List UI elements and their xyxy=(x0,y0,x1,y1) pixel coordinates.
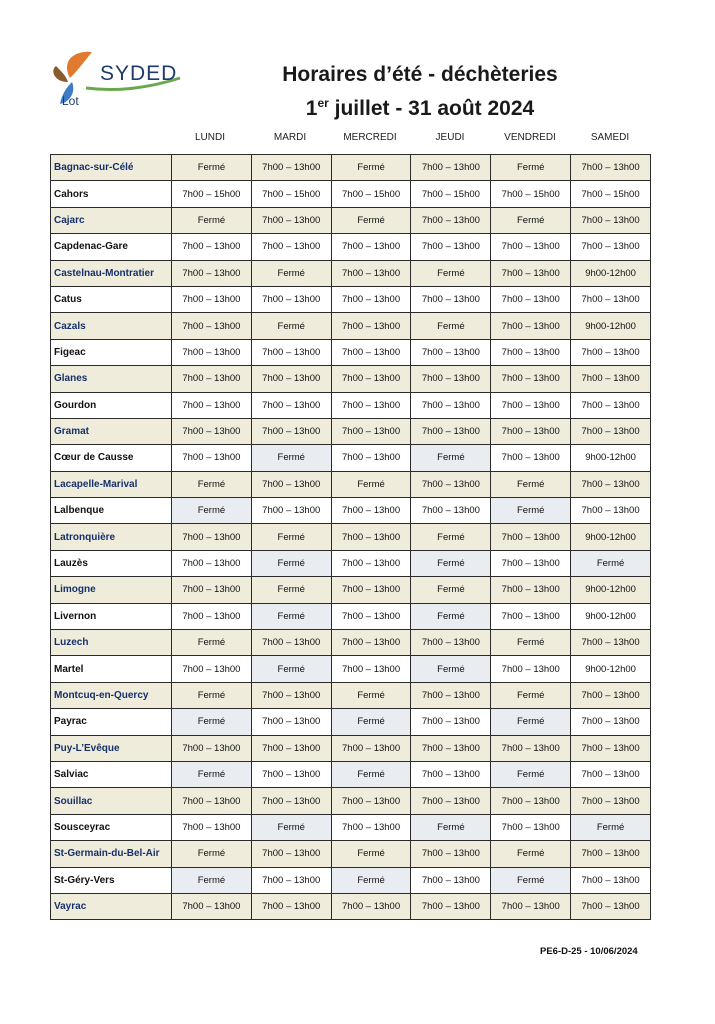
table-row xyxy=(51,841,651,867)
site-name: Cœur de Causse xyxy=(51,445,172,471)
hours-cell: 7h00 – 13h00 xyxy=(331,418,411,444)
hours-cell: 7h00 – 13h00 xyxy=(491,339,571,365)
table-row xyxy=(51,656,651,682)
hours-cell: 7h00 – 13h00 xyxy=(411,893,491,919)
hours-cell: 7h00 – 13h00 xyxy=(331,630,411,656)
table-row xyxy=(51,682,651,708)
table-row xyxy=(51,445,651,471)
site-name: Salviac xyxy=(51,761,172,787)
hours-cell: Fermé xyxy=(172,761,252,787)
day-header: MARDI xyxy=(273,132,307,143)
table-row xyxy=(51,313,651,339)
table-row xyxy=(51,155,651,181)
hours-cell: 7h00 – 13h00 xyxy=(251,788,331,814)
hours-cell: 7h00 – 13h00 xyxy=(331,788,411,814)
hours-cell: Fermé xyxy=(172,207,252,233)
hours-cell: Fermé xyxy=(331,841,411,867)
hours-cell: 7h00 – 13h00 xyxy=(491,603,571,629)
hours-cell: Fermé xyxy=(251,814,331,840)
table-row xyxy=(51,366,651,392)
hours-cell: 7h00 – 13h00 xyxy=(251,286,331,312)
site-name: Latronquière xyxy=(51,524,172,550)
hours-cell: 7h00 – 13h00 xyxy=(411,471,491,497)
site-name: St-Germain-du-Bel-Air xyxy=(51,841,172,867)
hours-cell: 7h00 – 13h00 xyxy=(491,788,571,814)
hours-cell: 7h00 – 13h00 xyxy=(251,155,331,181)
hours-cell: 7h00 – 13h00 xyxy=(491,392,571,418)
hours-cell: 7h00 – 13h00 xyxy=(411,630,491,656)
hours-cell: 7h00 – 13h00 xyxy=(331,603,411,629)
hours-cell: 7h00 – 13h00 xyxy=(571,630,651,656)
hours-cell: 7h00 – 13h00 xyxy=(172,788,252,814)
hours-cell: 7h00 – 13h00 xyxy=(571,286,651,312)
hours-cell: 7h00 – 13h00 xyxy=(251,709,331,735)
site-name: Cahors xyxy=(51,181,172,207)
site-name: Luzech xyxy=(51,630,172,656)
hours-cell: 7h00 – 13h00 xyxy=(172,656,252,682)
hours-cell: 9h00-12h00 xyxy=(571,313,651,339)
table-row xyxy=(51,392,651,418)
hours-cell: 7h00 – 13h00 xyxy=(251,392,331,418)
logo-brand: SYDED xyxy=(100,62,178,85)
hours-cell: 7h00 – 13h00 xyxy=(172,339,252,365)
site-name: Sousceyrac xyxy=(51,814,172,840)
hours-cell: 7h00 – 13h00 xyxy=(491,735,571,761)
table-row xyxy=(51,867,651,893)
site-name: Figeac xyxy=(51,339,172,365)
day-header: JEUDI xyxy=(435,132,465,143)
hours-cell: 7h00 – 13h00 xyxy=(251,682,331,708)
hours-cell: 7h00 – 15h00 xyxy=(172,181,252,207)
hours-cell: Fermé xyxy=(172,867,252,893)
table-row xyxy=(51,339,651,365)
table-row xyxy=(51,761,651,787)
table-row xyxy=(51,524,651,550)
title-line: Horaires d’été - déchèteries xyxy=(282,63,558,86)
table-row xyxy=(51,735,651,761)
hours-cell: 7h00 – 13h00 xyxy=(172,577,252,603)
hours-cell: Fermé xyxy=(411,524,491,550)
hours-cell: 7h00 – 13h00 xyxy=(331,656,411,682)
hours-cell: 7h00 – 13h00 xyxy=(571,709,651,735)
hours-cell: Fermé xyxy=(571,550,651,576)
hours-cell: Fermé xyxy=(411,260,491,286)
hours-cell: 7h00 – 13h00 xyxy=(331,524,411,550)
hours-cell: 7h00 – 13h00 xyxy=(331,366,411,392)
day-header: SAMEDI xyxy=(590,132,630,143)
hours-cell: 7h00 – 13h00 xyxy=(172,603,252,629)
table-row xyxy=(51,814,651,840)
hours-cell: 9h00-12h00 xyxy=(571,445,651,471)
site-name: Martel xyxy=(51,656,172,682)
table-row xyxy=(51,709,651,735)
hours-cell: 7h00 – 13h00 xyxy=(491,418,571,444)
date-start-suffix: er xyxy=(317,96,329,110)
hours-cell: Fermé xyxy=(491,682,571,708)
hours-cell: Fermé xyxy=(491,471,571,497)
hours-cell: Fermé xyxy=(251,550,331,576)
hours-cell: Fermé xyxy=(411,313,491,339)
hours-cell: 9h00-12h00 xyxy=(571,260,651,286)
table-row xyxy=(51,603,651,629)
hours-cell: 9h00-12h00 xyxy=(571,524,651,550)
hours-cell: 7h00 – 13h00 xyxy=(491,893,571,919)
site-name: Catus xyxy=(51,286,172,312)
hours-cell: 7h00 – 13h00 xyxy=(331,260,411,286)
day-headers xyxy=(170,132,650,152)
hours-cell: 7h00 – 13h00 xyxy=(411,841,491,867)
table-row xyxy=(51,286,651,312)
hours-cell: 7h00 – 13h00 xyxy=(251,366,331,392)
hours-cell: 9h00-12h00 xyxy=(571,656,651,682)
hours-cell: 7h00 – 13h00 xyxy=(331,392,411,418)
hours-cell: Fermé xyxy=(172,709,252,735)
table-row xyxy=(51,893,651,919)
site-name: Vayrac xyxy=(51,893,172,919)
hours-cell: 7h00 – 13h00 xyxy=(331,550,411,576)
hours-cell: Fermé xyxy=(491,867,571,893)
hours-cell: 7h00 – 13h00 xyxy=(491,656,571,682)
hours-cell: 7h00 – 13h00 xyxy=(571,788,651,814)
hours-cell: 7h00 – 13h00 xyxy=(331,735,411,761)
schedule-table xyxy=(50,154,651,920)
hours-cell: 7h00 – 13h00 xyxy=(491,313,571,339)
hours-cell: 7h00 – 15h00 xyxy=(491,181,571,207)
hours-cell: 7h00 – 13h00 xyxy=(491,445,571,471)
table-row xyxy=(51,418,651,444)
site-name: Cazals xyxy=(51,313,172,339)
hours-cell: 7h00 – 15h00 xyxy=(411,181,491,207)
hours-cell: 7h00 – 13h00 xyxy=(251,867,331,893)
hours-cell: 7h00 – 13h00 xyxy=(571,155,651,181)
hours-cell: 7h00 – 13h00 xyxy=(251,893,331,919)
site-name: Souillac xyxy=(51,788,172,814)
hours-cell: 7h00 – 13h00 xyxy=(251,498,331,524)
site-name: Lalbenque xyxy=(51,498,172,524)
hours-cell: 7h00 – 13h00 xyxy=(571,735,651,761)
day-header: MERCREDI xyxy=(343,132,397,143)
hours-cell: Fermé xyxy=(411,577,491,603)
date-range xyxy=(250,88,590,124)
hours-cell: Fermé xyxy=(491,841,571,867)
hours-cell: 7h00 – 13h00 xyxy=(331,234,411,260)
hours-cell: Fermé xyxy=(491,207,571,233)
hours-cell: 7h00 – 13h00 xyxy=(571,841,651,867)
hours-cell: 7h00 – 13h00 xyxy=(411,392,491,418)
site-name: Lacapelle-Marival xyxy=(51,471,172,497)
hours-cell: Fermé xyxy=(491,498,571,524)
hours-cell: Fermé xyxy=(172,682,252,708)
hours-cell: 7h00 – 13h00 xyxy=(172,260,252,286)
hours-cell: 7h00 – 13h00 xyxy=(331,339,411,365)
site-name: Gramat xyxy=(51,418,172,444)
table-row xyxy=(51,260,651,286)
hours-cell: Fermé xyxy=(172,471,252,497)
hours-cell: 7h00 – 13h00 xyxy=(172,893,252,919)
hours-cell: Fermé xyxy=(331,155,411,181)
hours-cell: 7h00 – 13h00 xyxy=(571,366,651,392)
hours-cell: Fermé xyxy=(411,656,491,682)
hours-cell: Fermé xyxy=(251,524,331,550)
hours-cell: 7h00 – 13h00 xyxy=(172,286,252,312)
hours-cell: 7h00 – 13h00 xyxy=(172,524,252,550)
site-name: Livernon xyxy=(51,603,172,629)
hours-cell: 7h00 – 15h00 xyxy=(251,181,331,207)
document-reference: PE6-D-25 - 10/06/2024 xyxy=(540,946,638,957)
hours-cell: 7h00 – 13h00 xyxy=(571,682,651,708)
table-row xyxy=(51,630,651,656)
hours-cell: 7h00 – 13h00 xyxy=(251,630,331,656)
hours-cell: 7h00 – 13h00 xyxy=(172,234,252,260)
hours-cell: Fermé xyxy=(251,603,331,629)
table-row xyxy=(51,550,651,576)
site-name: Gourdon xyxy=(51,392,172,418)
site-name: Limogne xyxy=(51,577,172,603)
hours-cell: 7h00 – 13h00 xyxy=(251,207,331,233)
site-name: Lauzès xyxy=(51,550,172,576)
hours-cell: 7h00 – 13h00 xyxy=(331,577,411,603)
hours-cell: 7h00 – 13h00 xyxy=(411,339,491,365)
hours-cell: Fermé xyxy=(411,603,491,629)
hours-cell: Fermé xyxy=(331,709,411,735)
hours-cell: Fermé xyxy=(411,445,491,471)
hours-cell: 7h00 – 13h00 xyxy=(411,788,491,814)
hours-cell: Fermé xyxy=(331,682,411,708)
day-header: VENDREDI xyxy=(504,132,556,143)
site-name: Capdenac-Gare xyxy=(51,234,172,260)
hours-cell: Fermé xyxy=(251,577,331,603)
hours-cell: Fermé xyxy=(331,761,411,787)
hours-cell: 7h00 – 13h00 xyxy=(411,155,491,181)
hours-cell: 7h00 – 13h00 xyxy=(491,814,571,840)
hours-cell: 7h00 – 13h00 xyxy=(411,498,491,524)
hours-cell: Fermé xyxy=(491,155,571,181)
hours-cell: 7h00 – 15h00 xyxy=(331,181,411,207)
hours-cell: 7h00 – 13h00 xyxy=(172,313,252,339)
hours-cell: 7h00 – 13h00 xyxy=(172,550,252,576)
hours-cell: 7h00 – 13h00 xyxy=(251,761,331,787)
hours-cell: 7h00 – 13h00 xyxy=(331,313,411,339)
hours-cell: 7h00 – 13h00 xyxy=(172,814,252,840)
site-name: Puy-L’Evêque xyxy=(51,735,172,761)
hours-cell: Fermé xyxy=(491,709,571,735)
date-start: 1 xyxy=(305,97,318,120)
table-row xyxy=(51,577,651,603)
hours-cell: Fermé xyxy=(411,814,491,840)
hours-cell: 7h00 – 13h00 xyxy=(571,893,651,919)
table-row xyxy=(51,181,651,207)
hours-cell: 7h00 – 13h00 xyxy=(251,841,331,867)
hours-cell: 7h00 – 13h00 xyxy=(172,418,252,444)
table-row xyxy=(51,234,651,260)
hours-cell: Fermé xyxy=(251,260,331,286)
hours-cell: 7h00 – 13h00 xyxy=(331,286,411,312)
hours-cell: 7h00 – 13h00 xyxy=(411,366,491,392)
hours-cell: 7h00 – 13h00 xyxy=(411,682,491,708)
hours-cell: Fermé xyxy=(491,630,571,656)
hours-cell: 7h00 – 13h00 xyxy=(491,577,571,603)
hours-cell: 7h00 – 13h00 xyxy=(571,392,651,418)
logo-region: Lot xyxy=(62,94,79,108)
table-row xyxy=(51,498,651,524)
site-name: Cajarc xyxy=(51,207,172,233)
hours-cell: 7h00 – 13h00 xyxy=(571,339,651,365)
hours-cell: 7h00 – 13h00 xyxy=(251,735,331,761)
hours-cell: 7h00 – 13h00 xyxy=(331,498,411,524)
hours-cell: 7h00 – 13h00 xyxy=(251,339,331,365)
hours-cell: 7h00 – 13h00 xyxy=(331,445,411,471)
hours-cell: Fermé xyxy=(172,155,252,181)
hours-cell: 9h00-12h00 xyxy=(571,603,651,629)
hours-cell: 7h00 – 13h00 xyxy=(491,234,571,260)
hours-cell: Fermé xyxy=(172,841,252,867)
hours-cell: Fermé xyxy=(331,207,411,233)
hours-cell: 7h00 – 13h00 xyxy=(571,234,651,260)
hours-cell: Fermé xyxy=(251,445,331,471)
hours-cell: 7h00 – 13h00 xyxy=(491,260,571,286)
table-row xyxy=(51,207,651,233)
hours-cell: 7h00 – 13h00 xyxy=(172,366,252,392)
hours-cell: 7h00 – 13h00 xyxy=(571,207,651,233)
hours-cell: 7h00 – 13h00 xyxy=(491,366,571,392)
hours-cell: 7h00 – 13h00 xyxy=(411,207,491,233)
hours-cell: 7h00 – 13h00 xyxy=(331,814,411,840)
hours-cell: Fermé xyxy=(411,550,491,576)
date-rest: juillet - 31 août 2024 xyxy=(328,97,535,120)
table-row xyxy=(51,788,651,814)
hours-cell: 7h00 – 13h00 xyxy=(411,234,491,260)
hours-cell: Fermé xyxy=(251,313,331,339)
hours-cell: 7h00 – 13h00 xyxy=(571,761,651,787)
hours-cell: Fermé xyxy=(331,471,411,497)
hours-cell: 7h00 – 13h00 xyxy=(411,735,491,761)
hours-cell: 7h00 – 13h00 xyxy=(251,418,331,444)
hours-cell: 7h00 – 13h00 xyxy=(411,286,491,312)
hours-cell: 7h00 – 13h00 xyxy=(331,893,411,919)
site-name: Payrac xyxy=(51,709,172,735)
hours-cell: 7h00 – 13h00 xyxy=(172,735,252,761)
site-name: Castelnau-Montratier xyxy=(51,260,172,286)
hours-cell: 7h00 – 13h00 xyxy=(411,418,491,444)
hours-cell: 7h00 – 13h00 xyxy=(411,867,491,893)
site-name: Glanes xyxy=(51,366,172,392)
table-row xyxy=(51,471,651,497)
site-name: Montcuq-en-Quercy xyxy=(51,682,172,708)
hours-cell: Fermé xyxy=(491,761,571,787)
hours-cell: 7h00 – 13h00 xyxy=(491,524,571,550)
hours-cell: 7h00 – 13h00 xyxy=(571,418,651,444)
hours-cell: 7h00 – 13h00 xyxy=(491,286,571,312)
page-title xyxy=(250,62,590,124)
hours-cell: 7h00 – 13h00 xyxy=(411,709,491,735)
hours-cell: Fermé xyxy=(251,656,331,682)
hours-cell: 7h00 – 13h00 xyxy=(411,761,491,787)
site-name: St-Géry-Vers xyxy=(51,867,172,893)
hours-cell: 7h00 – 13h00 xyxy=(491,550,571,576)
hours-cell: 7h00 – 13h00 xyxy=(571,867,651,893)
day-header: LUNDI xyxy=(194,132,225,143)
hours-cell: Fermé xyxy=(331,867,411,893)
site-name: Bagnac-sur-Célé xyxy=(51,155,172,181)
hours-cell: 7h00 – 15h00 xyxy=(571,181,651,207)
hours-cell: Fermé xyxy=(172,498,252,524)
hours-cell: 7h00 – 13h00 xyxy=(172,392,252,418)
hours-cell: 7h00 – 13h00 xyxy=(251,471,331,497)
syded-logo xyxy=(48,48,188,108)
hours-cell: Fermé xyxy=(172,630,252,656)
hours-cell: 7h00 – 13h00 xyxy=(571,471,651,497)
hours-cell: 7h00 – 13h00 xyxy=(172,445,252,471)
hours-cell: Fermé xyxy=(571,814,651,840)
hours-cell: 7h00 – 13h00 xyxy=(251,234,331,260)
hours-cell: 7h00 – 13h00 xyxy=(571,498,651,524)
hours-cell: 9h00-12h00 xyxy=(571,577,651,603)
